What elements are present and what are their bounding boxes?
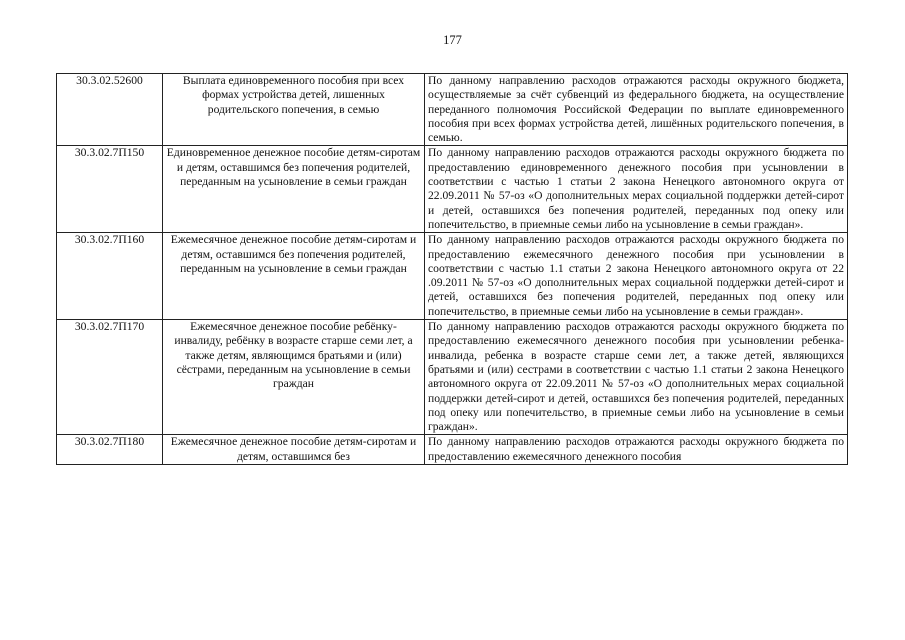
table-row	[57, 233, 848, 320]
row-description: По данному направлению расходов отражаются расходы окружного бюджета по предоставлению ежемесячного денежного пособия при усыновлении ребенка-инвалида, ребенка в возрасте старше семи лет, а также детей, являющихся братьями и (или) сестрами в соответствии с частью 1.1 статьи 2 закона Ненецкого автономного округа от 22.09.2011 № 57-оз «О дополнительных мерах социальной поддержки детей-сирот и детей, оставшихся без попечения родителей, переданных под опеку или попечительство, в приемные семьи либо на усыновление в семьи граждан».	[425, 320, 848, 435]
row-code: 30.3.02.7П170	[57, 320, 163, 435]
row-description-text: По данному направлению расходов отражаются расходы окружного бюджета по предоставлению ежемесячного денежного пособия	[428, 435, 844, 463]
row-description: По данному направлению расходов отражаются расходы окружного бюджета, осуществляемые за счёт субвенций из федерального бюджета, на осуществление переданного полномочия Российской Федерации по выплате единовременного пособия при всех формах устройства детей, лишённых родительского попечения, в семью.	[425, 74, 848, 146]
page-number: 177	[443, 33, 462, 47]
row-code-text: 30.3.02.7П180	[74, 435, 145, 449]
row-description: По данному направлению расходов отражаются расходы окружного бюджета по предоставлению ежемесячного денежного пособия при усыновлении в соответствии с частью 1.1 статьи 2 закона Ненецкого автономного округа от 22 .09.2011 № 57-оз «О дополнительных мерах социальной поддержки детей-сирот и детей, оставшихся без попечения родителей, переданных под опеку или попечительство, в приемные семьи либо на усыновление в семьи граждан».	[425, 233, 848, 320]
row-name	[163, 435, 425, 465]
row-description: По данному направлению расходов отражаются расходы окружного бюджета по предоставлению единовременного денежного пособия при усыновлении в соответствии с частью 1 статьи 2 закона Ненецкого автономного округа от 22.09.2011 № 57-оз «О дополнительных мерах социальной поддержки детей-сирот и детей, оставшихся без попечения родителей, переданных под опеку или попечительство, в приемные семьи либо на усыновление в семьи граждан».	[425, 146, 848, 233]
row-code: 30.3.02.7П150	[57, 146, 163, 233]
row-code	[57, 435, 163, 465]
budget-classification-table	[56, 73, 848, 465]
table-row	[57, 320, 848, 435]
row-name-text: Ежемесячное денежное пособие детям-сиротам и детям, оставшимся без	[170, 435, 417, 463]
row-code: 30.3.02.7П160	[57, 233, 163, 320]
row-name: Ежемесячное денежное пособие ребёнку-инвалиду, ребёнку в возрасте старше семи лет, а также детям, являющимся братьями и (или) сёстрами, переданным на усыновление в семьи граждан	[163, 320, 425, 435]
row-name: Выплата единовременного пособия при всех формах устройства детей, лишенных родительского попечения, в семью	[163, 74, 425, 146]
table-row	[57, 146, 848, 233]
row-name: Ежемесячное денежное пособие детям-сиротам и детям, оставшимся без попечения родителей, переданным на усыновление в семьи граждан	[163, 233, 425, 320]
row-code: 30.3.02.52600	[57, 74, 163, 146]
row-name: Единовременное денежное пособие детям-сиротам и детям, оставшимся без попечения родителей, переданным на усыновление в семьи граждан	[163, 146, 425, 233]
table-row	[57, 435, 848, 465]
row-description	[425, 435, 848, 465]
table-row	[57, 74, 848, 146]
